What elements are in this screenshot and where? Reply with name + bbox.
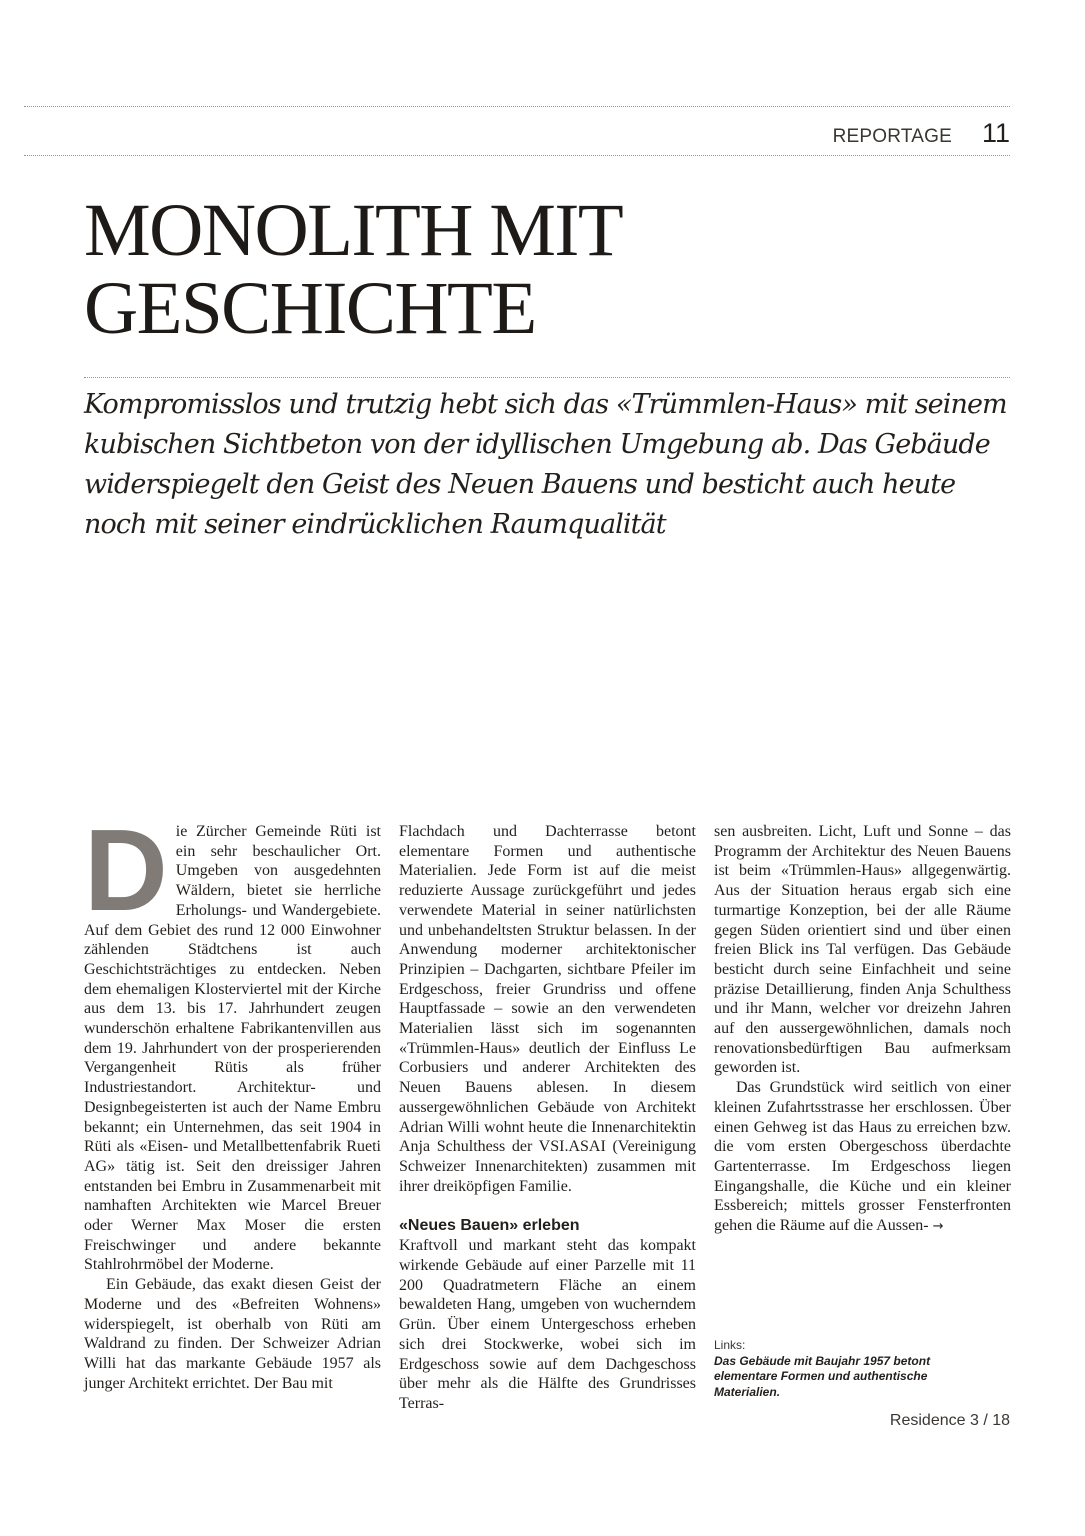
body-column-2 — [399, 822, 696, 1414]
headline-line-2: GESCHICHTE — [84, 267, 536, 350]
body-paragraph-3-start: Kraftvoll und markant steht das kompakt wirkende Gebäude auf einer Parzelle mit 11 200 Quadratmetern Fläche an einem bewaldeten Hang, umgeben von wucherndem Grün. Über einem Untergeschoss erheben sich drei Stockwerke, wobei sich im Erdgeschoss sowie auf dem Dachgeschoss über mehr als die Hälfte des Grundrisses Terras- — [399, 1237, 696, 1412]
page-number: 11 — [981, 118, 1010, 148]
top-dotted-rule — [24, 106, 1010, 107]
body-paragraph-2-continued: Flachdach und Dachterrasse betont elementare Formen und authentische Materialien. Jede Form ist auf die meist reduzierte Aussage zurückgeführt und jedes verwendete Material in seiner natürlichsten und unbehandeltsten Struktur belassen. In der Anwendung moderner architektonischer Prinzipien – Dachgarten, sichtbare Pfeiler im Erdgeschoss, freier Grundriss und offene Hauptfassade – sowie an den verwendeten Materialien lässt sich im sogenannten «Trümmlen-Haus» deutlich der Einfluss Le Corbusiers und anderer Architekten des Neuen Bauens ablesen. In diesem aussergewöhnlichen Gebäude von Architekt Adrian Willi wohnt heute die Innenarchitektin Anja Schulthess der VSI.ASAI (Vereinigung Schweizer Innenarchitekten) zusammen mit ihrer dreiköpfigen Familie. — [399, 823, 696, 1195]
article-headline — [84, 189, 623, 350]
section-label: REPORTAGE — [832, 126, 952, 147]
issue-footer: Residence 3 / 18 — [889, 1412, 1010, 1429]
continue-arrow-icon: → — [932, 1219, 944, 1235]
caption-label: Links: — [714, 1338, 746, 1352]
caption-text: Das Gebäude mit Baujahr 1957 betont elementare Formen und authentische Materialien. — [714, 1353, 931, 1399]
subheading-neues-bauen: «Neues Bauen» erleben — [399, 1217, 580, 1235]
body-paragraph-1: ie Zürcher Gemeinde Rüti ist ein sehr beschaulicher Ort. Umgeben von ausgedehnten Wäldern, bietet sie herrliche Erholungs- und Wandergebiete. Auf dem Gebiet des rund 12 000 Einwohner zählenden Städtchens ist auch Geschichtsträchtiges zu entdecken. Neben dem ehemaligen Klosterviertel mit der Kirche aus dem 13. bis 17. Jahrhundert zeugen wunderschön erhaltene Fabrikantenvillen aus dem 19. Jahrhundert von der prosperierenden Vergangenheit Rütis als früher Industriestandort. Architektur- und Designbegeisterten ist auch der Name Embru bekannt; ein Unternehmen, das seit 1904 in Rüti als «Eisen- und Metallbettenfabrik Rueti AG» tätig ist. Seit den dreissiger Jahren entstanden bei Embru in Zusammenarbeit mit namhaften Architekten wie Marcel Breuer oder Werner Max Moser die ersten Freischwinger und andere bekannte Stahlrohrmöbel der Moderne. — [84, 823, 381, 1274]
image-caption — [714, 1338, 974, 1400]
lead-dotted-rule — [84, 377, 1010, 378]
article-lead: Kompromisslos und trutzig hebt sich das «Trümmlen-Haus» mit seinem kubischen Sichtbeton von der idyllischen Umgebung ab. Das Gebäude widerspiegelt den Geist des Neuen Bauens und besticht auch heute noch mit seiner eindrücklichen Raumqualität — [84, 389, 1007, 540]
running-header — [833, 118, 1010, 149]
body-column-3 — [714, 822, 1011, 1237]
body-paragraph-4-text: Das Grundstück wird seitlich von einer kleinen Zufahrtsstrasse her erschlossen. Über einen Gehweg ist das Haus zu erreichen bzw. die vom ersten Obergeschoss überdachte Gartenterrasse. Im Erdgeschoss liegen Eingangshalle, die Küche und ein kleiner Essbereich; mittels grosser Fensterfronten gehen die Räume auf die Aussen- — [714, 1079, 1011, 1235]
body-paragraph-2-start: Ein Gebäude, das exakt diesen Geist der Moderne und des «Befreiten Wohnens» widerspiegelt, ist oberhalb von Rüti am Waldrand zu finden. Der Schweizer Adrian Willi hat das markante Gebäude 1957 als junger Architekt errichtet. Der Bau mit — [84, 1276, 381, 1392]
body-paragraph-4 — [714, 1078, 1011, 1237]
body-column-1 — [84, 805, 381, 1393]
body-paragraph-3-continued: sen ausbreiten. Licht, Luft und Sonne – das Programm der Architektur des Neuen Bauens ist beim «Trümmlen-Haus» allgegenwärtig. Aus der Situation heraus ergab sich eine turmartige Konzeption, bei der alle Räume gegen Süden orientiert sind und über einen freien Blick ins Tal verfügen. Das Gebäude besticht durch seine Einfachheit und seine präzise Detaillierung, finden Anja Schulthess und ihr Mann, welcher vor dreizehn Jahren auf den aussergewöhnlichen, damals noch renovationsbedürftigen Bau aufmerksam geworden ist. — [714, 823, 1011, 1077]
drop-cap: D — [84, 805, 168, 935]
header-dotted-rule — [24, 155, 1010, 156]
headline-line-1: MONOLITH MIT — [84, 189, 623, 272]
